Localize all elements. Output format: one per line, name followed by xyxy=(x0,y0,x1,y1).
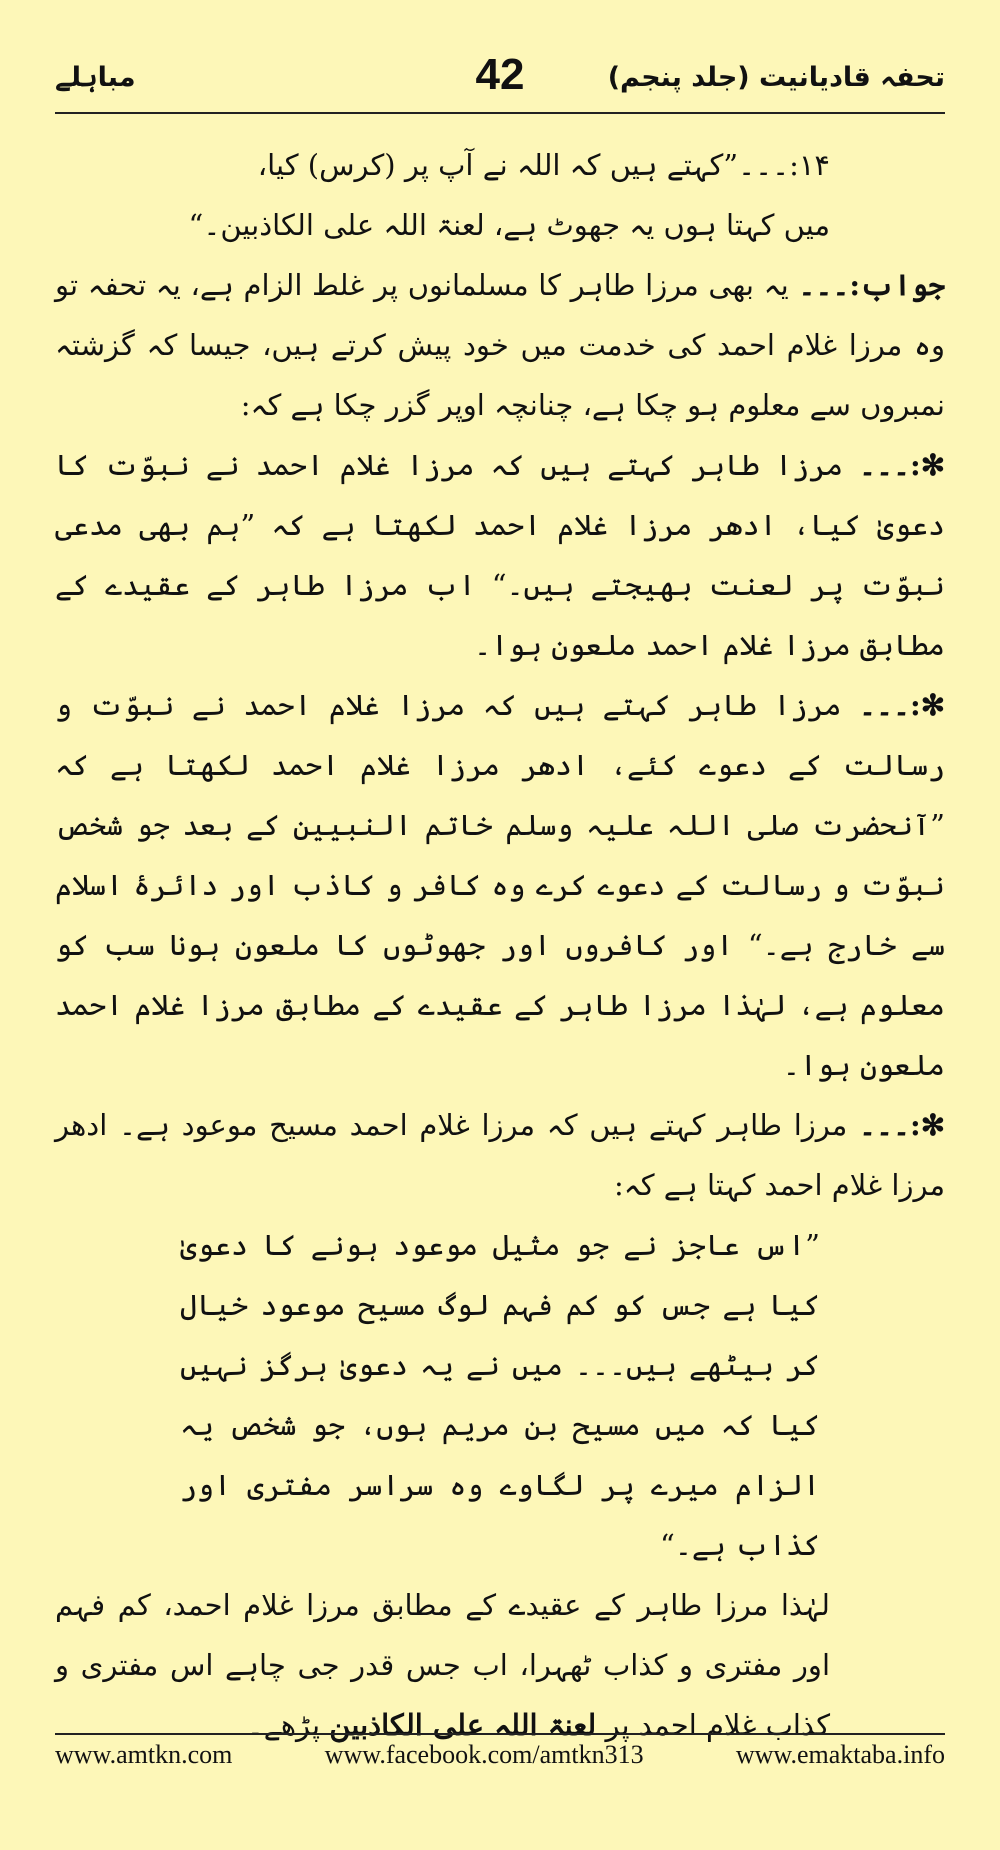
answer-label: جواب:۔۔۔ xyxy=(798,268,946,302)
page-footer xyxy=(55,1740,945,1780)
footer-link-amtkn[interactable]: www.amtkn.com xyxy=(55,1740,233,1769)
page-header xyxy=(55,48,945,112)
footer-link-facebook[interactable]: www.facebook.com/amtkn313 xyxy=(324,1740,644,1769)
objection-line-1: ۱۴:۔۔۔”کہتے ہیں کہ اللہ نے آپ پر (کرس) کیا، xyxy=(257,148,830,182)
page-body xyxy=(55,135,946,1742)
item-2-text: مرزا طاہر کہتے ہیں کہ مرزا غلام احمد نے نبوّت و رسالت کے دعوے کئے، ادھر مرزا غلام احمد لکھتا ہے کہ ”آنحضرت صلی اللہ علیہ وسلم خاتم النبیین کے بعد جو شخص نبوّت و رسالت کے دعوے کرے وہ کافر و کاذب اور دائرۂ اسلام سے خارج ہے۔“ اور کافروں اور جھوٹوں کا ملعون ہونا سب کو معلوم ہے، لہٰذا مرزا طاہر کے عقیدے کے مطابق مرزا غلام احمد ملعون ہوا۔ xyxy=(55,688,945,1082)
footer-link-emaktaba[interactable]: www.emaktaba.info xyxy=(735,1740,945,1769)
header-divider xyxy=(55,112,945,114)
item-1-text: مرزا طاہر کہتے ہیں کہ مرزا غلام احمد نے نبوّت کا دعویٰ کیا، ادھر مرزا غلام احمد لکھتا ہے کہ ”ہم بھی مدعی نبوّت پر لعنت بھیجتے ہیں۔“ اب مرزا طاہر کے عقیدے کے مطابق مرزا غلام احمد ملعون ہوا۔ xyxy=(55,448,946,662)
list-item xyxy=(55,1095,945,1215)
conclusion-text: لہٰذا مرزا طاہر کے عقیدے کے مطابق مرزا غلام احمد، کم فہم اور مفتری و کذاب ٹھہرا، اب جس قدر جی چاہے اس مفتری و کذاب غلام احمد پر xyxy=(55,1588,830,1742)
answer-paragraph xyxy=(55,255,945,435)
conclusion-curse: لعنۃ اللہ علی الکاذبین xyxy=(329,1708,597,1742)
section-title: مباہلے xyxy=(55,62,136,93)
star-marker: ✻:۔۔۔ xyxy=(859,448,945,482)
objection-line-2: میں کہتا ہوں یہ جھوٹ ہے، لعنۃ اللہ علی الکاذبین۔“ xyxy=(188,208,830,242)
answer-text: یہ بھی مرزا طاہر کا مسلمانوں پر غلط الزام ہے، یہ تحفہ تو وہ مرزا غلام احمد کی خدمت میں خود پیش کرتے ہیں، جیسا کہ گزشتہ نمبروں سے معلوم ہو چکا ہے، چنانچہ اوپر گزر چکا ہے کہ: xyxy=(55,268,945,422)
block-quote: ”اس عاجز نے جو مثیل موعود ہونے کا دعویٰ کیا ہے جس کو کم فہم لوگ مسیح موعود خیال کر بیٹھے ہیں۔۔۔ میں نے یہ دعویٰ ہرگز نہیں کیا کہ میں مسیح بن مریم ہوں، جو شخص یہ الزام میرے پر لگاوے وہ سراسر مفتری اور کذاب ہے۔“ xyxy=(180,1228,820,1562)
list-item xyxy=(55,435,945,675)
page-number: 42 xyxy=(475,50,525,99)
footer-divider xyxy=(55,1733,945,1735)
conclusion-paragraph xyxy=(55,1575,945,1755)
star-marker: ✻:۔۔۔ xyxy=(859,1108,946,1142)
conclusion-end: پڑھے۔ xyxy=(246,1708,321,1742)
item-3-text: مرزا طاہر کہتے ہیں کہ مرزا غلام احمد مسیح موعود ہے۔ ادھر مرزا غلام احمد کہتا ہے کہ: xyxy=(55,1108,945,1202)
star-marker: ✻:۔۔۔ xyxy=(859,688,945,722)
book-title: تحفہ قادیانیت (جلد پنجم) xyxy=(607,62,945,93)
list-item xyxy=(55,675,945,1095)
